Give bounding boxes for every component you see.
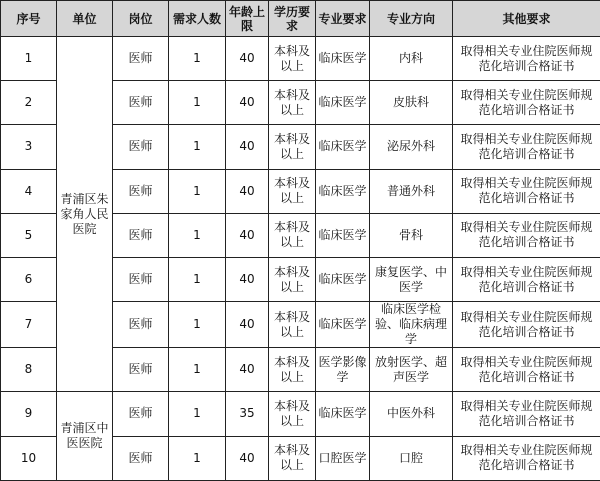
cell-major: 口腔医学: [316, 436, 370, 480]
cell-index: 3: [1, 125, 57, 169]
cell-headcount: 1: [169, 348, 226, 392]
cell-education: 本科及以上: [269, 348, 316, 392]
cell-major-direction: 泌尿外科: [370, 125, 453, 169]
cell-major: 医学影像学: [316, 348, 370, 392]
cell-major-direction: 普通外科: [370, 169, 453, 213]
cell-position: 医师: [113, 81, 169, 125]
cell-position: 医师: [113, 392, 169, 436]
header-other: 其他要求: [453, 1, 600, 37]
cell-index: 9: [1, 392, 57, 436]
cell-other-requirements: 取得相关专业住院医师规范化培训合格证书: [453, 169, 600, 213]
cell-unit: 青浦区朱家角人民医院: [57, 37, 113, 392]
cell-index: 5: [1, 213, 57, 257]
cell-education: 本科及以上: [269, 213, 316, 257]
header-major: 专业要求: [316, 1, 370, 37]
cell-major: 临床医学: [316, 257, 370, 301]
cell-unit: 青浦区中医医院: [57, 392, 113, 480]
cell-education: 本科及以上: [269, 302, 316, 348]
cell-headcount: 1: [169, 392, 226, 436]
cell-headcount: 1: [169, 169, 226, 213]
cell-headcount: 1: [169, 302, 226, 348]
cell-age-limit: 40: [226, 169, 269, 213]
header-education: 学历要求: [269, 1, 316, 37]
cell-other-requirements: 取得相关专业住院医师规范化培训合格证书: [453, 81, 600, 125]
cell-other-requirements: 取得相关专业住院医师规范化培训合格证书: [453, 213, 600, 257]
header-position: 岗位: [113, 1, 169, 37]
cell-position: 医师: [113, 302, 169, 348]
cell-major: 临床医学: [316, 169, 370, 213]
cell-education: 本科及以上: [269, 436, 316, 480]
header-major-direction: 专业方向: [370, 1, 453, 37]
cell-major: 临床医学: [316, 302, 370, 348]
header-age-limit: 年龄上限: [226, 1, 269, 37]
cell-headcount: 1: [169, 81, 226, 125]
cell-education: 本科及以上: [269, 257, 316, 301]
cell-age-limit: 40: [226, 125, 269, 169]
cell-major: 临床医学: [316, 392, 370, 436]
cell-education: 本科及以上: [269, 125, 316, 169]
cell-other-requirements: 取得相关专业住院医师规范化培训合格证书: [453, 302, 600, 348]
table-body: [1, 37, 600, 481]
cell-headcount: 1: [169, 213, 226, 257]
cell-age-limit: 40: [226, 257, 269, 301]
cell-education: 本科及以上: [269, 169, 316, 213]
cell-age-limit: 40: [226, 213, 269, 257]
cell-other-requirements: 取得相关专业住院医师规范化培训合格证书: [453, 37, 600, 81]
cell-headcount: 1: [169, 436, 226, 480]
cell-other-requirements: 取得相关专业住院医师规范化培训合格证书: [453, 125, 600, 169]
cell-position: 医师: [113, 257, 169, 301]
cell-major-direction: 骨科: [370, 213, 453, 257]
cell-other-requirements: 取得相关专业住院医师规范化培训合格证书: [453, 392, 600, 436]
cell-index: 1: [1, 37, 57, 81]
cell-index: 2: [1, 81, 57, 125]
cell-position: 医师: [113, 37, 169, 81]
header-row: [1, 1, 600, 37]
cell-major: 临床医学: [316, 213, 370, 257]
cell-education: 本科及以上: [269, 392, 316, 436]
cell-education: 本科及以上: [269, 81, 316, 125]
cell-major-direction: 康复医学、中医学: [370, 257, 453, 301]
cell-major-direction: 皮肤科: [370, 81, 453, 125]
cell-other-requirements: 取得相关专业住院医师规范化培训合格证书: [453, 257, 600, 301]
cell-headcount: 1: [169, 125, 226, 169]
cell-position: 医师: [113, 436, 169, 480]
cell-index: 7: [1, 302, 57, 348]
cell-major-direction: 口腔: [370, 436, 453, 480]
cell-age-limit: 40: [226, 302, 269, 348]
cell-age-limit: 40: [226, 81, 269, 125]
header-unit: 单位: [57, 1, 113, 37]
cell-major-direction: 放射医学、超声医学: [370, 348, 453, 392]
cell-age-limit: 40: [226, 37, 269, 81]
cell-index: 4: [1, 169, 57, 213]
header-headcount: 需求人数: [169, 1, 226, 37]
table-row: [1, 392, 600, 436]
cell-index: 8: [1, 348, 57, 392]
cell-headcount: 1: [169, 257, 226, 301]
table-row: [1, 37, 600, 81]
cell-age-limit: 40: [226, 348, 269, 392]
cell-other-requirements: 取得相关专业住院医师规范化培训合格证书: [453, 436, 600, 480]
cell-major-direction: 中医外科: [370, 392, 453, 436]
cell-major: 临床医学: [316, 81, 370, 125]
cell-major-direction: 临床医学检验、临床病理学: [370, 302, 453, 348]
cell-age-limit: 40: [226, 436, 269, 480]
cell-education: 本科及以上: [269, 37, 316, 81]
cell-position: 医师: [113, 125, 169, 169]
cell-position: 医师: [113, 169, 169, 213]
cell-index: 10: [1, 436, 57, 480]
header-index: 序号: [1, 1, 57, 37]
cell-headcount: 1: [169, 37, 226, 81]
cell-major: 临床医学: [316, 125, 370, 169]
cell-major: 临床医学: [316, 37, 370, 81]
cell-index: 6: [1, 257, 57, 301]
cell-other-requirements: 取得相关专业住院医师规范化培训合格证书: [453, 348, 600, 392]
cell-age-limit: 35: [226, 392, 269, 436]
cell-position: 医师: [113, 213, 169, 257]
cell-position: 医师: [113, 348, 169, 392]
cell-major-direction: 内科: [370, 37, 453, 81]
